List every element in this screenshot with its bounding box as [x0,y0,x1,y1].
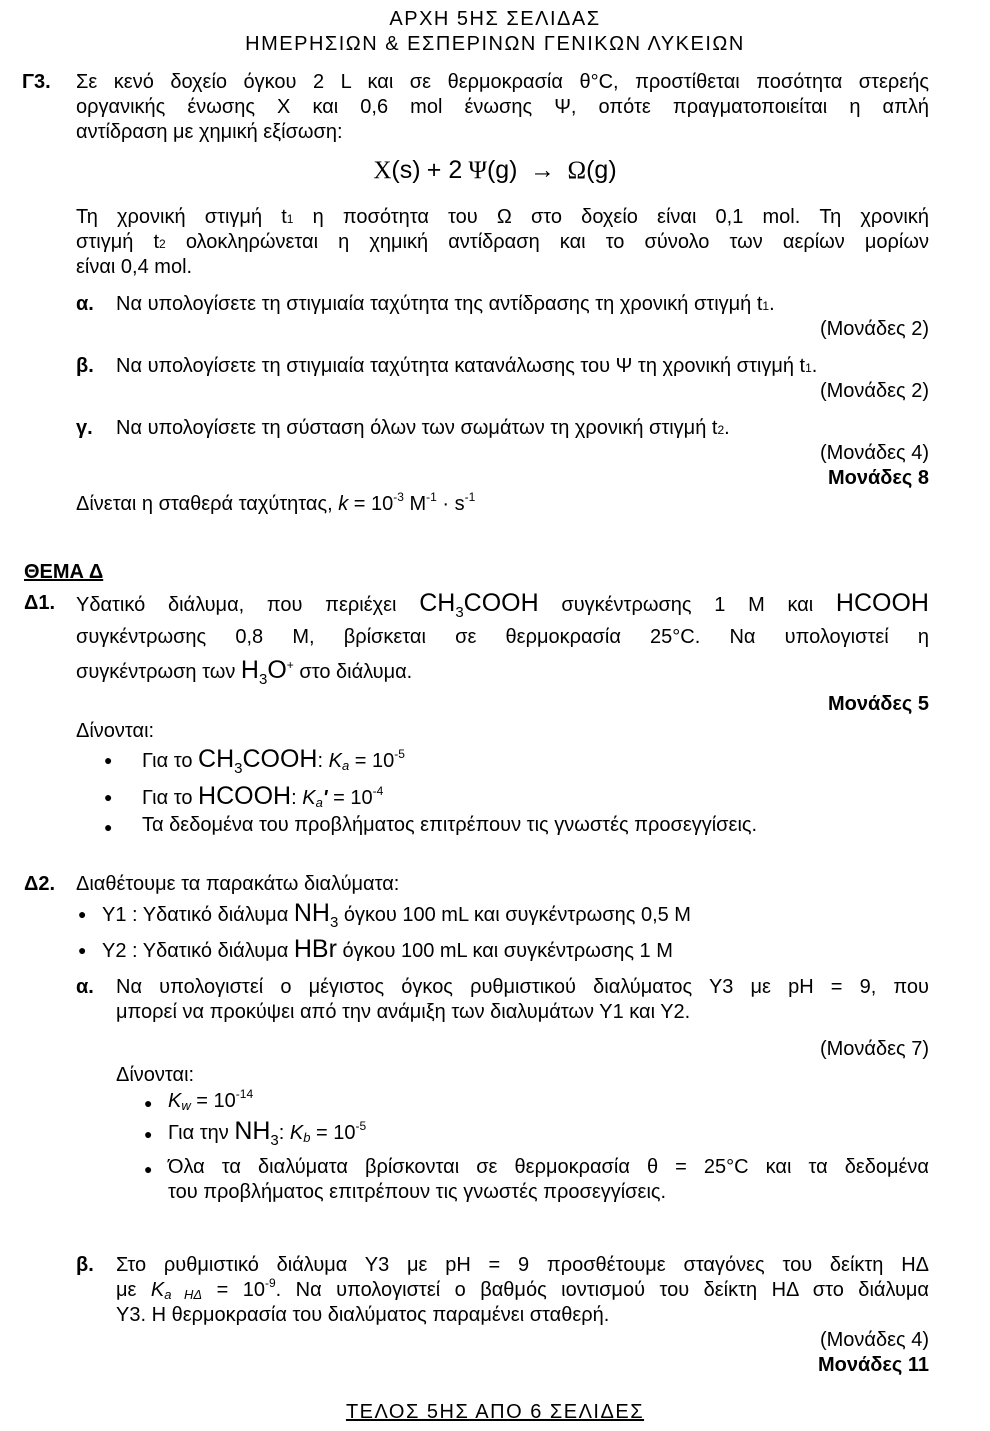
page-footer: ΤΕΛΟΣ 5ΗΣ ΑΠΟ 6 ΣΕΛΙΔΕΣ [345,1401,645,1423]
eq-solid: (s) [391,156,421,184]
d2-given-item: του προβλήματος επιτρέπουν τις γνωστές προσεγγίσεις. [168,1181,667,1203]
d1-label: Δ1. [24,592,56,614]
d2-intro: Διαθέτουμε τα παρακάτω διαλύματα: [76,873,400,895]
question-points: (Μονάδες 2) [819,318,929,340]
d2-label: Δ2. [24,873,56,895]
eq-gas: (g) [486,156,518,184]
g3-intro-line: οργανικής ένωσης Χ και 0,6 mol ένωσης Ψ, οπότε πραγματοποιείται η απλή [76,96,929,118]
reaction-equation [0,156,990,185]
question-label: γ. [76,417,93,439]
g3-intro-line: αντίδραση με χημική εξίσωση: [76,121,343,143]
d2-total-points: Μονάδες 11 [817,1354,929,1376]
d2-given-item: $Kw = 10^{-14}$ [168,1087,254,1113]
bullet-icon: ● [78,942,87,958]
d1-given-item: Για το HCOOH: $Ka' = 10^{-4}$ [142,782,384,810]
d1-given-item: Τα δεδομένα του προβλήματος επιτρέπουν τις γνωστές προσεγγίσεις. [142,814,758,836]
eq-x: Χ [373,157,392,184]
d1-line: συγκέντρωσης 0,8 M, βρίσκεται σε θερμοκρασία 25°C. Να υπολογιστεί η [76,626,929,648]
question-label: α. [76,293,94,315]
question-points: (Μονάδες 2) [819,380,929,402]
g3-label: Γ3. [22,71,51,93]
eq-gas: (g) [586,156,617,184]
d2-solution-y1: Υ1 : Υδατικό διάλυμα $NH_3$ όγκου 100 mL και συγκέντρωσης 0,5 M [102,899,691,931]
question-text: Να υπολογίσετε τη σύσταση όλων των σωμάτων τη χρονική στιγμή t2. [116,417,730,439]
g3-intro-line: Σε κενό δοχείο όγκου 2 L και σε θερμοκρασία θ°C, προστίθεται ποσότητα στερεής [76,71,929,93]
g3-info-line: Τη χρονική στιγμή t1 η ποσότητα του Ω στο δοχείο είναι 0,1 mol. Τη χρονική [76,206,929,228]
d2-given-item: Για την $NH_3$: $Kb = 10^{-5}$ [168,1117,367,1149]
question-text: με Ka $H\Delta = 10^{-9}$. Να υπολογιστεί ο βαθμός ιοντισμού του δείκτη ΗΔ στο διάλυμα [116,1276,929,1302]
page-header-line2: ΗΜΕΡΗΣΙΩΝ & ΕΣΠΕΡΙΝΩΝ ΓΕΝΙΚΩΝ ΛΥΚΕΙΩΝ [245,33,745,55]
d1-given-item: Για το $CH_3COOH$: $Ka = 10^{-5}$ [142,745,405,777]
g3-info-line: είναι 0,4 mol. [76,256,193,278]
eq-psi: Ψ [468,157,487,184]
eq-arrow: → [530,157,556,184]
question-label: α. [76,976,94,998]
eq-omega: Ω [567,157,587,184]
d1-line: συγκέντρωση των $H_3O^+$ στο διάλυμα. [76,656,413,688]
question-text: Στο ρυθμιστικό διάλυμα Υ3 με pH = 9 προσθέτουμε σταγόνες του δείκτη ΗΔ [116,1254,929,1276]
question-points: (Μονάδες 7) [819,1038,929,1060]
question-text: μπορεί να προκύψει από την ανάμιξη των διαλυμάτων Υ1 και Υ2. [116,1001,691,1023]
question-points: (Μονάδες 4) [819,442,929,464]
d1-line: Υδατικό διάλυμα, που περιέχει $CH_3COOH$ συγκέντρωσης 1 M και HCOOH [76,589,929,621]
bullet-icon: ● [78,906,87,922]
bullet-icon: ● [144,1095,153,1111]
question-text: Να υπολογιστεί ο μέγιστος όγκος ρυθμιστικού διαλύματος Υ3 με pH = 9, που [116,976,929,998]
bullet-icon: ● [144,1126,153,1142]
question-text: Να υπολογίσετε τη στιγμιαία ταχύτητα της αντίδρασης τη χρονική στιγμή t1. [116,293,775,315]
question-points: (Μονάδες 4) [819,1329,929,1351]
g3-given: Δίνεται η σταθερά ταχύτητας, $k = 10^{-3}$ $M^{-1} \cdot s^{-1}$ [76,490,476,515]
question-text: Υ3. Η θερμοκρασία του διαλύματος παραμένει σταθερή. [116,1304,610,1326]
bullet-icon: ● [104,819,113,835]
bullet-icon: ● [144,1161,153,1177]
d2-solution-y2: Υ2 : Υδατικό διάλυμα HBr όγκου 100 mL και συγκέντρωσης 1 M [102,935,673,963]
d1-given-label: Δίνονται: [76,720,155,742]
bullet-icon: ● [104,752,113,768]
question-text: Να υπολογίσετε τη στιγμιαία ταχύτητα κατανάλωσης του Ψ τη χρονική στιγμή t1. [116,355,818,377]
g3-info-line: στιγμή t2 ολοκληρώνεται η χημική αντίδραση και το σύνολο των αερίων μορίων [76,231,929,253]
d2-given-label: Δίνονται: [116,1064,195,1086]
section-title: ΘΕΜΑ Δ [24,561,104,583]
eq-plus: + 2 [426,156,463,184]
d1-points: Μονάδες 5 [828,693,929,715]
question-label: β. [76,355,94,377]
g3-total-points: Μονάδες 8 [828,467,929,489]
question-label: β. [76,1254,94,1276]
d2-given-item: Όλα τα διαλύματα βρίσκονται σε θερμοκρασία θ = 25°C και τα δεδομένα [168,1156,929,1178]
bullet-icon: ● [104,789,113,805]
page-header-line1: ΑΡΧΗ 5ΗΣ ΣΕΛΙΔΑΣ [389,8,601,30]
